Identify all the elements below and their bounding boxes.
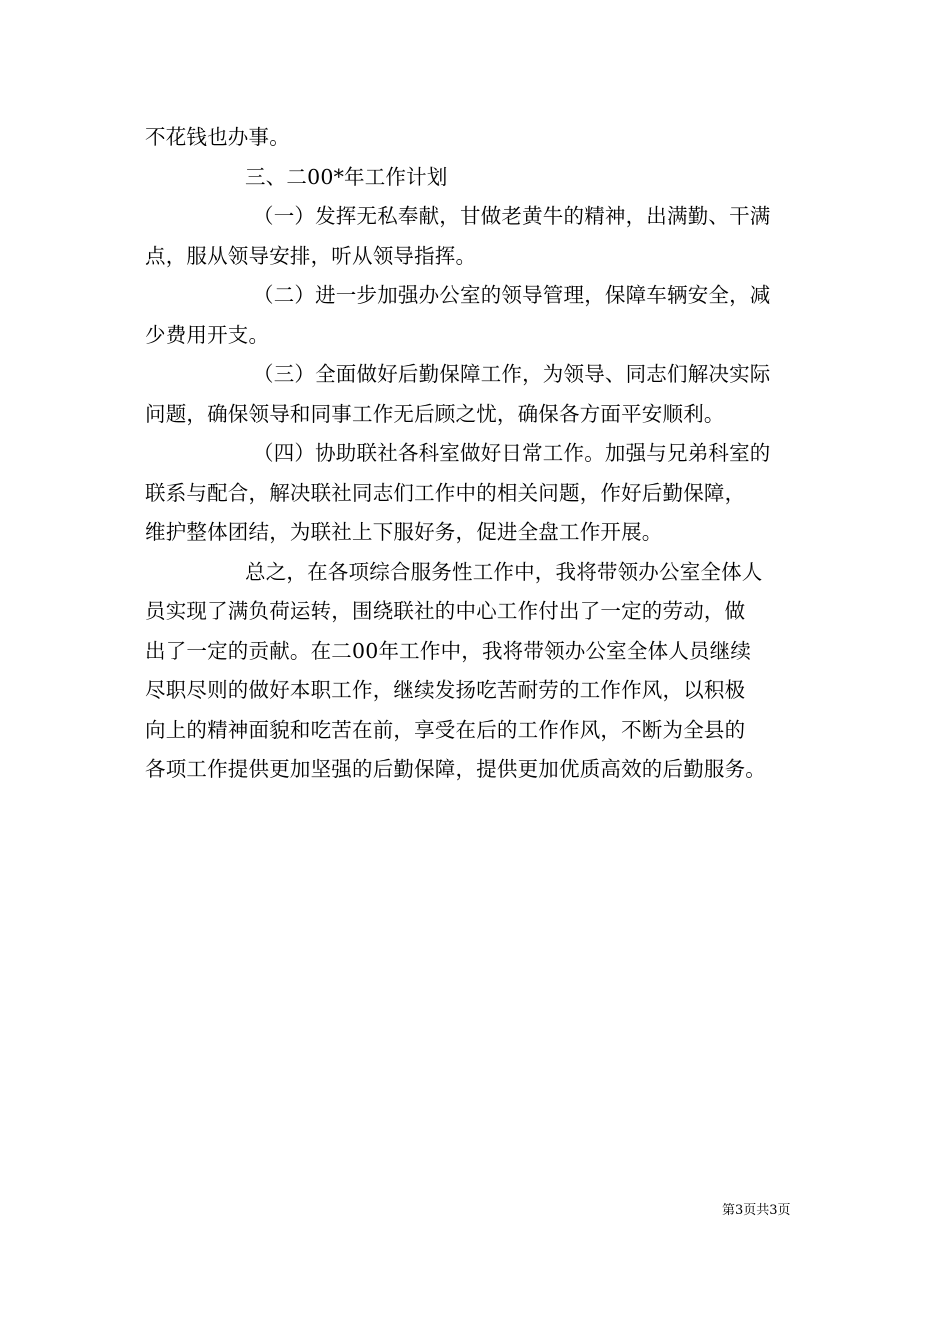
summary-line: 尽职尽则的做好本职工作，继续发扬吃苦耐劳的工作作风，以积极	[145, 678, 746, 702]
plan-item-4-line: 联系与配合，解决联社同志们工作中的相关问题，作好后勤保障，	[145, 480, 746, 505]
plan-item-2-line: 少费用开支。	[145, 322, 270, 347]
document-body	[145, 118, 805, 790]
plan-item-4-line: 维护整体团结，为联社上下服好务，促进全盘工作开展。	[145, 520, 663, 544]
summary-line: 向上的精神面貌和吃苦在前，享受在后的工作作风，不断为全县的	[145, 717, 746, 742]
plan-item-1-line: （一）发挥无私奉献，甘做老黄牛的精神，出满勤、干满	[253, 204, 771, 228]
plan-item-3-line: 问题，确保领导和同事工作无后顾之忧，确保各方面平安顺利。	[145, 401, 725, 426]
section-heading: 三、二00*年工作计划	[245, 164, 448, 189]
summary-line: 总之，在各项综合服务性工作中，我将带领办公室全体人	[245, 559, 763, 584]
plan-item-3-line: （三）全面做好后勤保障工作，为领导、同志们解决实际	[253, 362, 771, 386]
text-line: 不花钱也办事。	[145, 125, 290, 149]
plan-item-2-line: （二）进一步加强办公室的领导管理，保障车辆安全，减	[253, 283, 771, 307]
plan-item-4-line: （四）协助联社各科室做好日常工作。加强与兄弟科室的	[253, 441, 771, 465]
page-number: 第3页共3页	[722, 1203, 791, 1218]
summary-line: 员实现了满负荷运转，围绕联社的中心工作付出了一定的劳动，做	[145, 599, 746, 623]
summary-line: 各项工作提供更加坚强的后勤保障，提供更加优质高效的后勤服务。	[145, 757, 766, 781]
plan-item-1-line: 点，服从领导安排，听从领导指挥。	[145, 243, 477, 268]
summary-line: 出了一定的贡献。在二00年工作中，我将带领办公室全体人员继续	[145, 638, 752, 663]
